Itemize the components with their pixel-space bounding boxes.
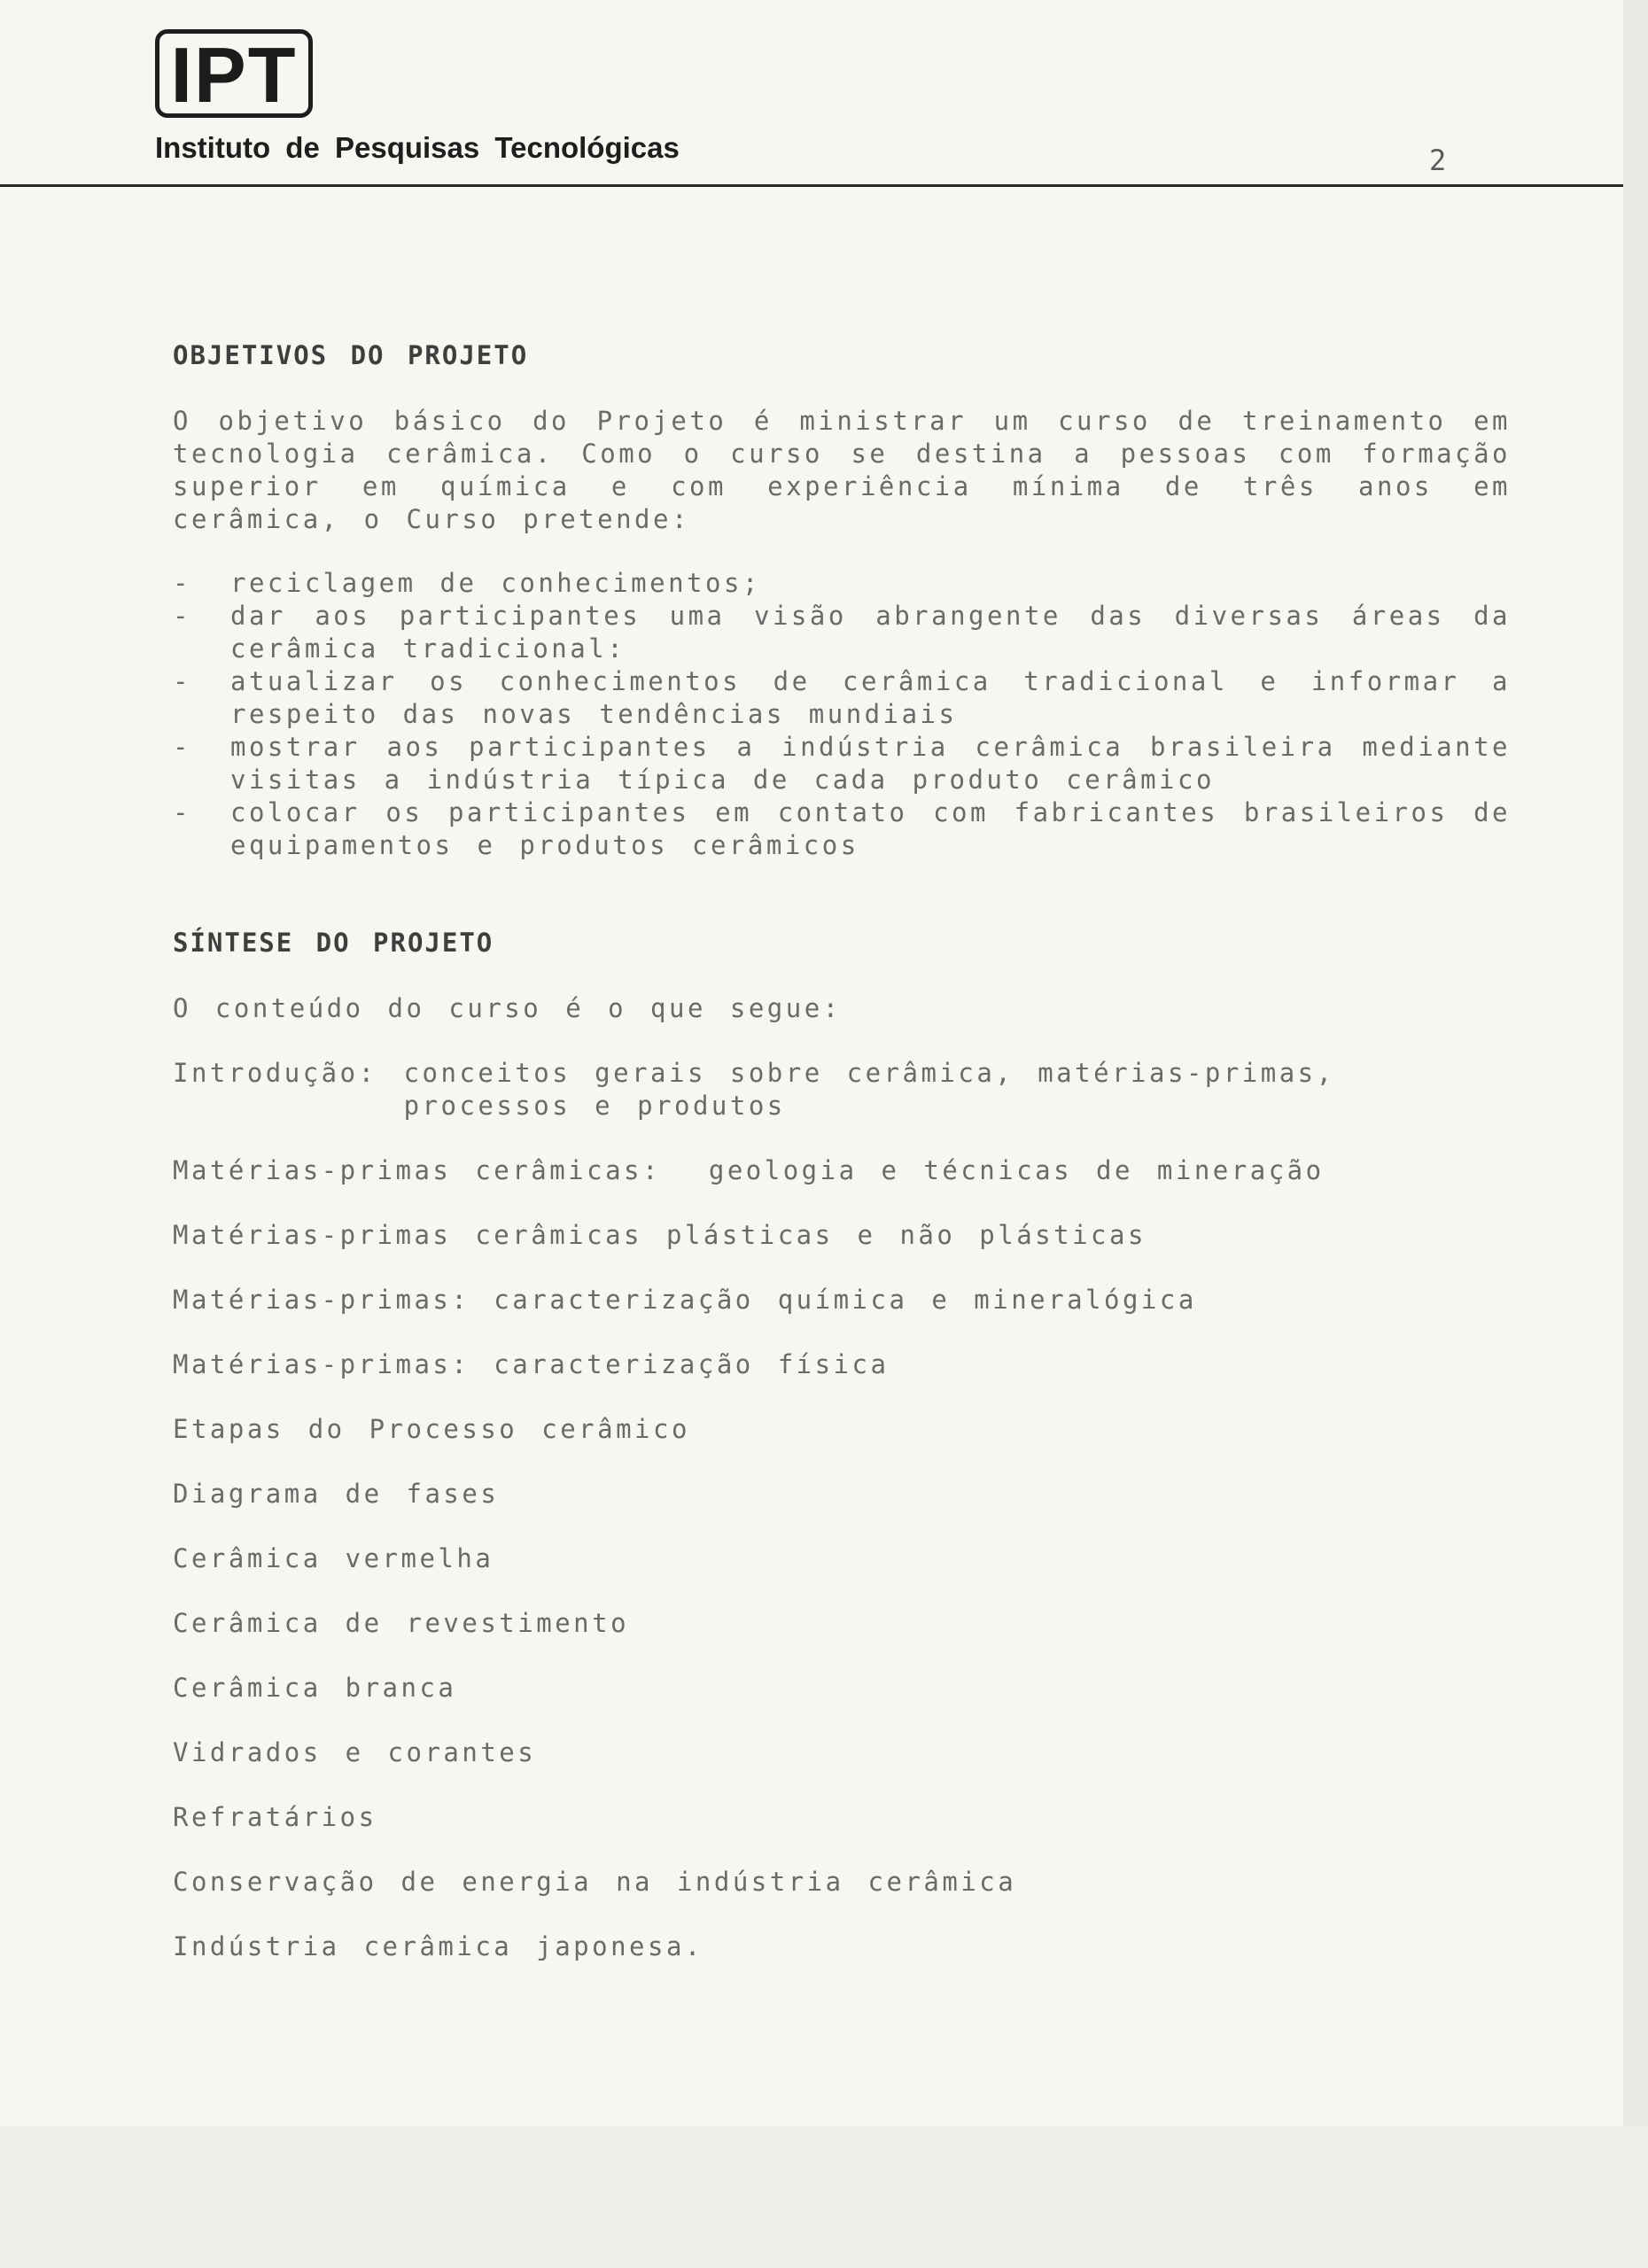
topic-item: Cerâmica vermelha — [173, 1543, 494, 1573]
bullet-marker: - — [173, 732, 191, 762]
document-body — [173, 339, 1511, 1995]
bullet-item: - mostrar aos participantes a indústria cerâmica brasileira mediante visitas a indústria típica de cada produto cerâmico — [173, 732, 1511, 795]
course-topic-list — [173, 1154, 1511, 1995]
introducao-item — [173, 1057, 1511, 1122]
topic-item: Conservação de energia na indústria cerâmica — [173, 1867, 1017, 1897]
sintese-intro: O conteúdo do curso é o que segue: — [173, 993, 842, 1023]
topic-item: Diagrama de fases — [173, 1479, 500, 1509]
introducao-label: Introdução: — [173, 1058, 377, 1088]
bullet-item: - colocar os participantes em contato com fabricantes brasileiros de equipamentos e produtos cerâmicos — [173, 797, 1511, 860]
topic-item: Matérias-primas: caracterização física — [173, 1349, 890, 1379]
topic-item: Matérias-primas: caracterização química e mineralógica — [173, 1285, 1197, 1315]
topic-item: Cerâmica de revestimento — [173, 1608, 630, 1638]
topic-item: Vidrados e corantes — [173, 1737, 537, 1767]
bullet-item: - dar aos participantes uma visão abrangente das diversas áreas da cerâmica tradicional: — [173, 601, 1511, 664]
sintese-heading: SÍNTESE DO PROJETO — [173, 928, 494, 958]
bullet-marker: - — [173, 797, 191, 827]
logo-text: IPT — [170, 31, 298, 119]
topic-item: Cerâmica branca — [173, 1673, 457, 1703]
topic-item: Etapas do Processo cerâmico — [173, 1414, 690, 1444]
bullet-marker: - — [173, 666, 191, 696]
topic-item: Matérias-primas cerâmicas plásticas e não plásticas — [173, 1220, 1147, 1250]
bullet-item: - atualizar os conhecimentos de cerâmica tradicional e informar a respeito das novas tendências mundiais — [173, 666, 1511, 729]
topic-item: Refratários — [173, 1802, 377, 1832]
institute-name: Instituto de Pesquisas Tecnológicas — [155, 131, 680, 164]
bullet-marker: - — [173, 568, 191, 598]
topic-item: Matérias-primas cerâmicas: geologia e técnicas de mineração — [173, 1155, 1325, 1185]
topic-item: Indústria cerâmica japonesa. — [173, 1931, 704, 1961]
page-number: 2 — [1429, 144, 1447, 177]
bullet-item: - reciclagem de conhecimentos; — [173, 568, 761, 598]
objetivos-bullet-list — [173, 567, 1511, 862]
bullet-marker: - — [173, 601, 191, 631]
objetivos-intro: O objetivo básico do Projeto é ministrar um curso de treinamento em tecnologia cerâmica. Como o curso se destina a pessoas com formação superior em química e com experiência mínima de três anos em cerâmica, o Curso pretende: — [173, 406, 1511, 534]
objetivos-heading: OBJETIVOS DO PROJETO — [173, 340, 529, 370]
scan-background — [0, 2126, 1648, 2268]
introducao-description: conceitos gerais sobre cerâmica, matérias-primas, processos e produtos — [403, 1058, 1335, 1121]
header-divider — [0, 184, 1623, 187]
ipt-logo — [155, 29, 313, 118]
